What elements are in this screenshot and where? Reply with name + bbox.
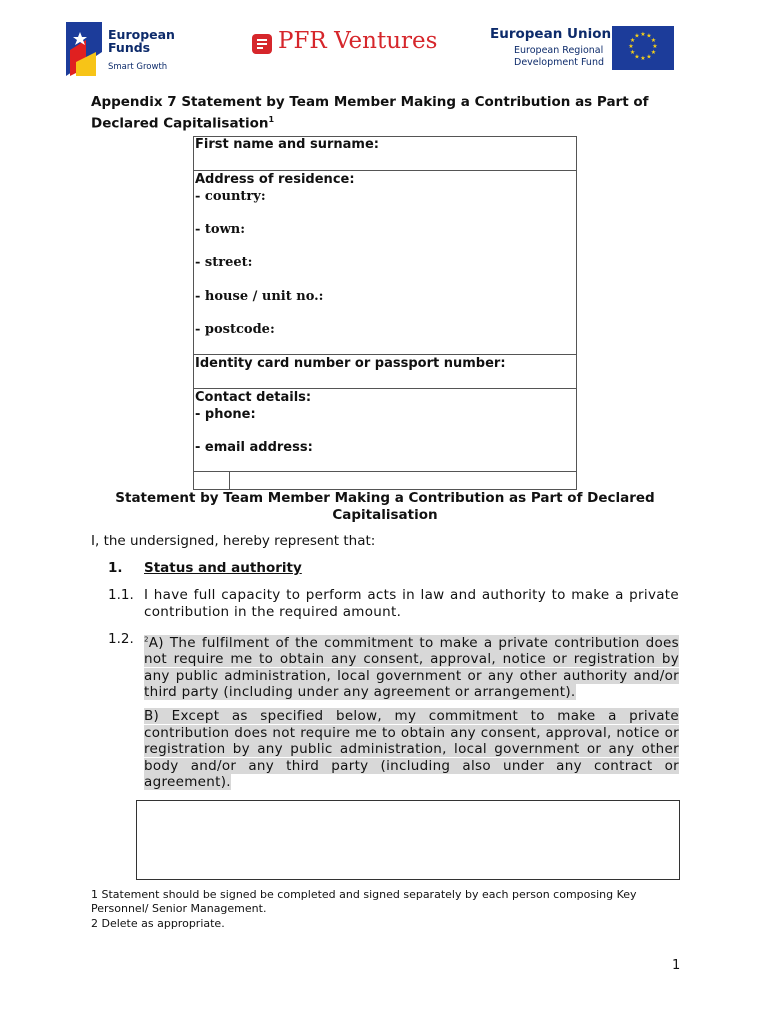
footnote-ref-1: 1 [268, 115, 275, 124]
european-funds-flag-icon [66, 22, 102, 76]
eu-flag-icon [612, 26, 674, 70]
intro-text: I, the undersigned, hereby represent that: [91, 533, 376, 549]
address-row [194, 171, 576, 355]
svg-text:★: ★ [629, 49, 636, 56]
footnote-1: 1 Statement should be signed be completed and signed separately by each person composing Key Personnel/ Senior Management. [91, 888, 637, 915]
email-label: - email address: [195, 440, 313, 456]
svg-text:★: ★ [634, 53, 640, 61]
erdf-line1: European Regional [514, 45, 604, 56]
statement-title: Statement by Team Member Making a Contribution as Part of Declared Capitalisation [115, 490, 655, 523]
svg-text:★: ★ [640, 55, 646, 62]
country-label: - country: [195, 188, 266, 204]
page-number: 1 [672, 958, 681, 973]
section-title: Status and authority [144, 560, 302, 576]
european-union-logo [490, 26, 680, 74]
exceptions-input-box[interactable] [136, 800, 680, 880]
id-row [194, 355, 576, 389]
footnote-ref-2: 2 [144, 635, 149, 643]
signature-cell [194, 472, 230, 489]
item-1-1-number: 1.1. [108, 587, 134, 603]
name-label: First name and surname: [195, 137, 379, 152]
postcode-label: - postcode: [195, 322, 275, 338]
svg-text:★: ★ [640, 31, 646, 38]
svg-text:★: ★ [650, 37, 657, 44]
svg-text:★: ★ [652, 43, 658, 50]
item-1-2-option-a: $^2$A) The fulfilment of the commitment to make a private contribution does not require me to obtain any consent, approval, notice or registration by any public administration, local government or any other authority and/or third party (including under any agreement or arrangement). [144, 634, 679, 701]
svg-text:★: ★ [629, 37, 636, 44]
european-funds-logo [66, 20, 184, 78]
personal-details-table [193, 136, 577, 490]
pfr-ventures-name: PFR Ventures [278, 28, 438, 54]
id-label: Identity card number or passport number: [195, 356, 506, 371]
appendix-title: Appendix 7 Statement by Team Member Making a Contribution as Part of Declared Capitalisation$^1$ [91, 94, 649, 132]
svg-text:★: ★ [628, 43, 634, 50]
footnote-2: 2 Delete as appropriate. [91, 917, 225, 930]
name-row [194, 137, 576, 171]
european-funds-line1: European [108, 27, 175, 42]
svg-text:★: ★ [646, 32, 652, 40]
svg-text:★: ★ [634, 32, 640, 40]
town-label: - town: [195, 222, 246, 238]
smart-growth-label: Smart Growth [108, 62, 168, 72]
signature-row [194, 472, 576, 489]
street-label: - street: [195, 255, 253, 271]
svg-text:★: ★ [646, 53, 652, 61]
erdf-line2: Development Fund [514, 57, 604, 68]
address-label: Address of residence: [195, 172, 355, 187]
item-1-2-option-b: B) Except as specified below, my commitment to make a private contribution does not require me to obtain any consent, approval, notice or registration by any public administration, local government or any other body and/or any third party (including also under any contract or agreement). [144, 708, 679, 791]
house-label: - house / unit no.: [195, 288, 324, 304]
pfr-mark-icon [252, 34, 272, 54]
contact-row [194, 389, 576, 472]
item-1-1-text: I have full capacity to perform acts in law and authority to make a private contribution in the required amount. [144, 587, 679, 620]
contact-label: Contact details: [195, 390, 312, 405]
item-1-2-number: 1.2. [108, 631, 134, 647]
section-number: 1. [108, 560, 123, 576]
european-funds-line2: Funds [108, 40, 151, 55]
phone-label: - phone: [195, 406, 256, 422]
european-union-title: European Union [490, 26, 612, 42]
svg-text:★: ★ [650, 49, 657, 56]
